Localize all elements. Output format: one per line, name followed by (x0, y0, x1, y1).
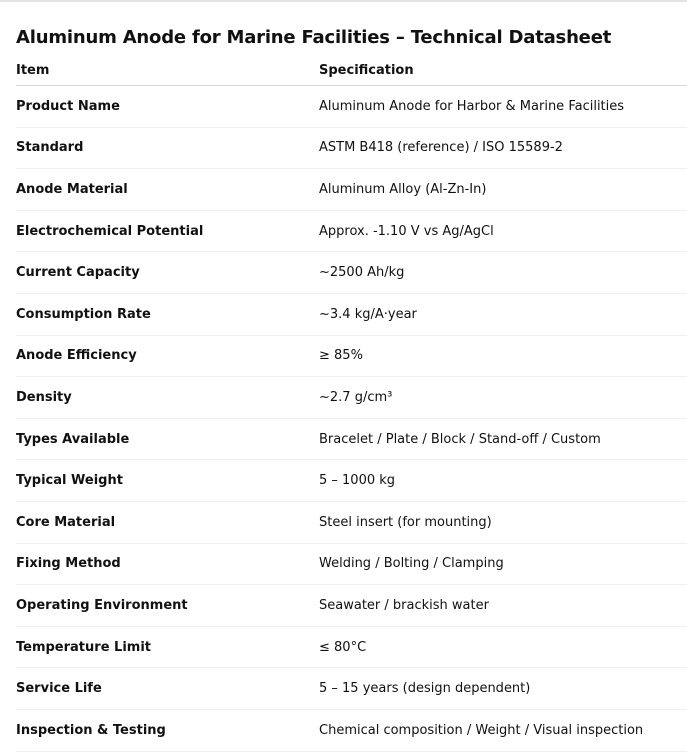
specification-cell: ~2.7 g/cm³ (319, 377, 687, 419)
specification-cell: 5 – 1000 kg (319, 460, 687, 502)
datasheet-table (16, 55, 687, 752)
specification-cell: ~2500 Ah/kg (319, 252, 687, 294)
table-row (16, 210, 687, 252)
item-cell: Anode Material (16, 169, 319, 211)
specification-cell: ~3.4 kg/A·year (319, 293, 687, 335)
column-header-specification: Specification (319, 55, 687, 86)
item-cell: Core Material (16, 501, 319, 543)
table-row (16, 293, 687, 335)
specification-cell: Aluminum Anode for Harbor & Marine Facilities (319, 86, 687, 128)
specification-cell: ≥ 85% (319, 335, 687, 377)
table-row (16, 335, 687, 377)
table-row (16, 626, 687, 668)
specification-cell: Welding / Bolting / Clamping (319, 543, 687, 585)
item-cell: Product Name (16, 86, 319, 128)
specification-cell: Seawater / brackish water (319, 585, 687, 627)
table-row (16, 543, 687, 585)
item-cell: Service Life (16, 668, 319, 710)
table-row (16, 86, 687, 128)
item-cell: Density (16, 377, 319, 419)
specification-cell: 5 – 15 years (design dependent) (319, 668, 687, 710)
item-cell: Temperature Limit (16, 626, 319, 668)
item-cell: Electrochemical Potential (16, 210, 319, 252)
item-cell: Types Available (16, 418, 319, 460)
item-cell: Current Capacity (16, 252, 319, 294)
item-cell: Anode Efficiency (16, 335, 319, 377)
item-cell: Standard (16, 127, 319, 169)
table-row (16, 668, 687, 710)
specification-cell: Aluminum Alloy (Al-Zn-In) (319, 169, 687, 211)
table-row (16, 585, 687, 627)
table-row (16, 127, 687, 169)
item-cell: Inspection & Testing (16, 709, 319, 751)
table-row (16, 709, 687, 751)
item-cell: Typical Weight (16, 460, 319, 502)
specification-cell: Bracelet / Plate / Block / Stand-off / Custom (319, 418, 687, 460)
item-cell: Fixing Method (16, 543, 319, 585)
table-row (16, 377, 687, 419)
item-cell: Operating Environment (16, 585, 319, 627)
table-row (16, 169, 687, 211)
table-row (16, 252, 687, 294)
specification-cell: ASTM B418 (reference) / ISO 15589-2 (319, 127, 687, 169)
specification-cell: Steel insert (for mounting) (319, 501, 687, 543)
specification-cell: ≤ 80°C (319, 626, 687, 668)
table-header-row (16, 55, 687, 86)
column-header-item: Item (16, 55, 319, 86)
specification-cell: Chemical composition / Weight / Visual inspection (319, 709, 687, 751)
item-cell: Consumption Rate (16, 293, 319, 335)
page-title: Aluminum Anode for Marine Facilities – Technical Datasheet (16, 27, 612, 48)
top-divider (0, 0, 687, 2)
table-row (16, 460, 687, 502)
table-row (16, 418, 687, 460)
table-row (16, 501, 687, 543)
specification-cell: Approx. -1.10 V vs Ag/AgCl (319, 210, 687, 252)
